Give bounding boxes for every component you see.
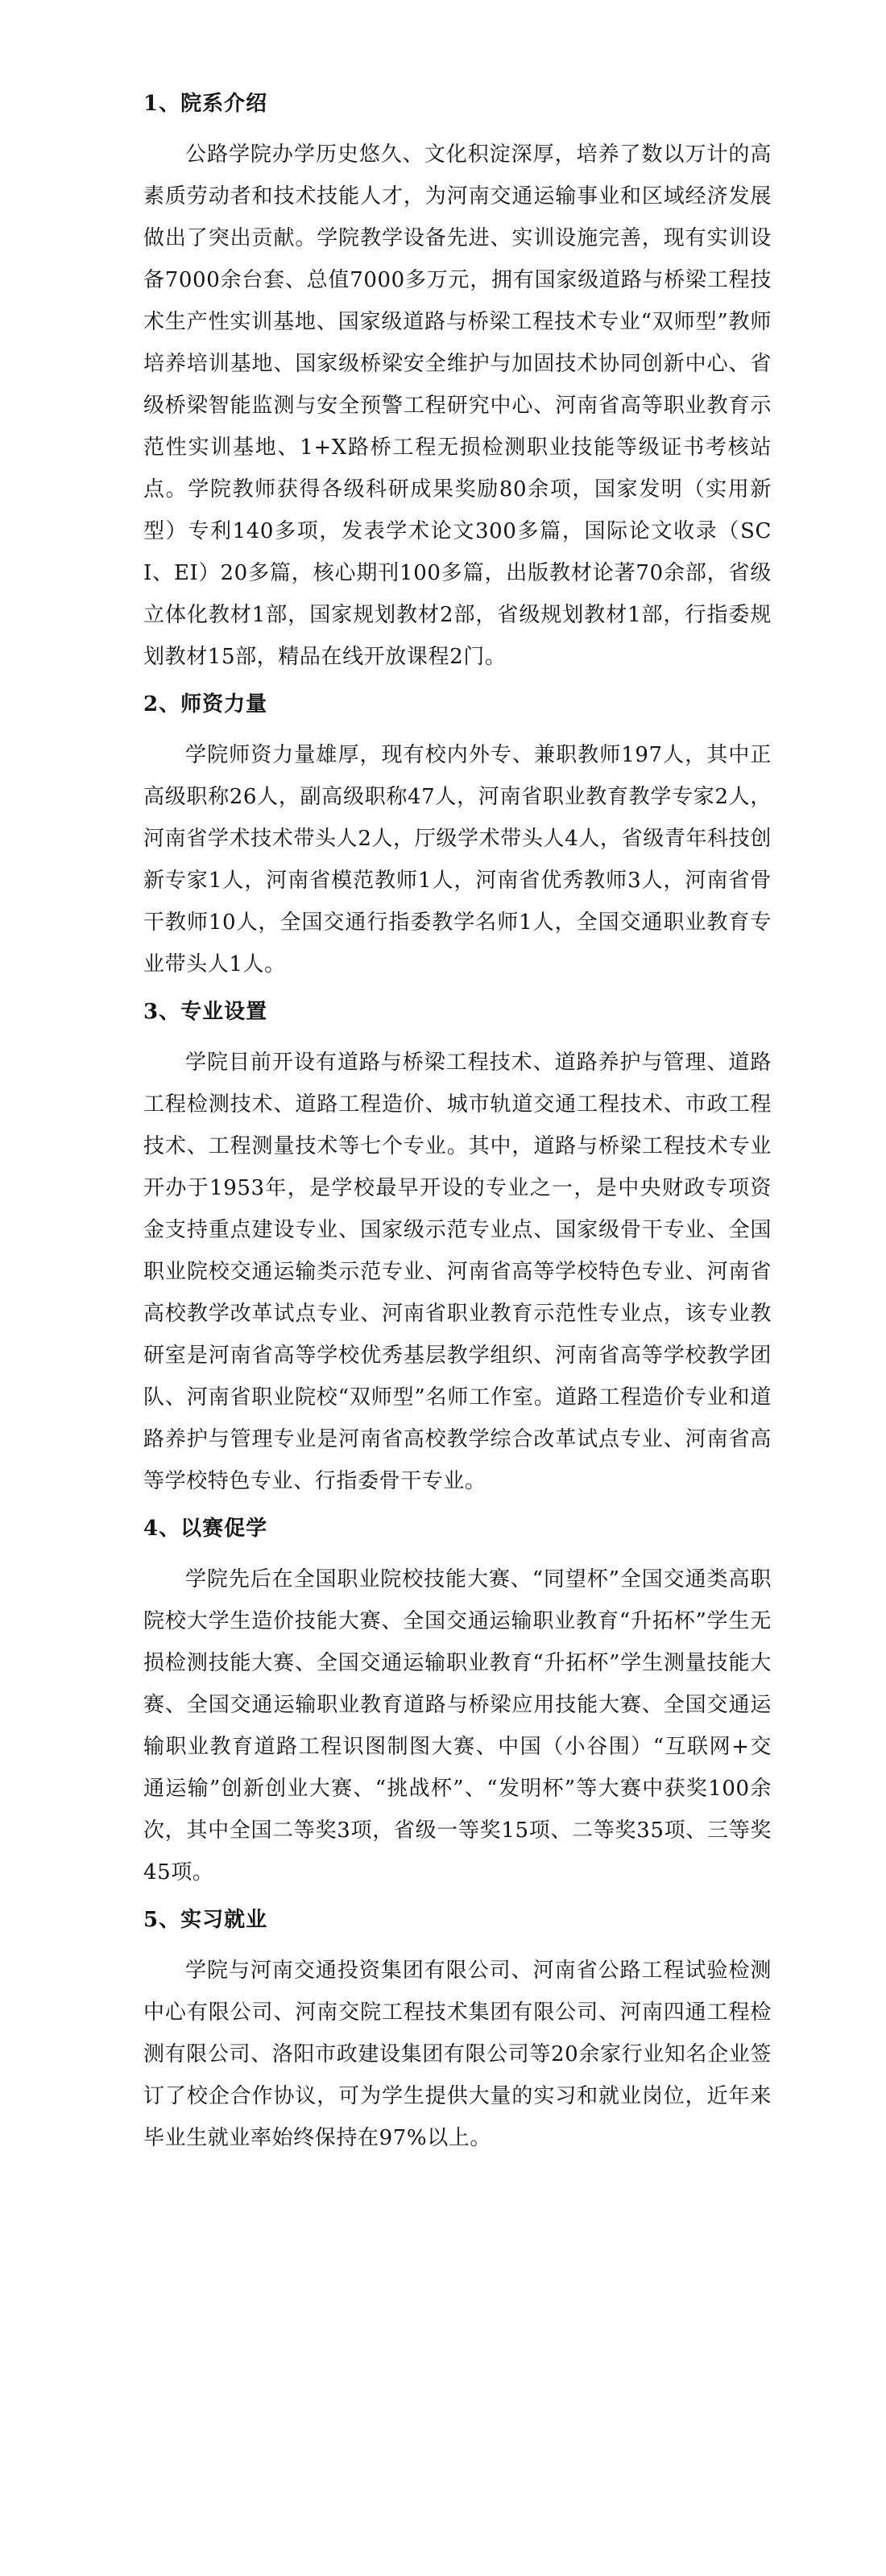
section-heading: 5、实习就业 — [143, 1908, 268, 1932]
section-heading: 4、以赛促学 — [143, 1517, 268, 1541]
section-faculty — [143, 684, 772, 985]
section-heading: 1、院系介绍 — [143, 92, 268, 116]
document-body — [143, 84, 772, 2165]
section-paragraph: 学院先后在全国职业院校技能大赛、“同望杯”全国交通类高职院校大学生造价技能大赛、全国交通运输职业教育“升拓杯”学生无损检测技能大赛、全国交通运输职业教育“升拓杯”学生测量技能大赛、全国交通运输职业教育道路与桥梁应用技能大赛、全国交通运输职业教育道路工程识图制图大赛、中国（小谷围）“互联网+交通运输”创新创业大赛、“挑战杯”、“发明杯”等大赛中获奖100余次，其中全国二等奖3项，省级一等奖15项、二等奖35项、三等奖45项。 — [143, 1567, 772, 1885]
section-majors — [143, 992, 772, 1502]
section-paragraph: 学院与河南交通投资集团有限公司、河南省公路工程试验检测中心有限公司、河南交院工程技术集团有限公司、河南四通工程检测有限公司、洛阳市政建设集团有限公司等20余家行业知名企业签订了校企合作协议，可为学生提供大量的实习和就业岗位，近年来毕业生就业率始终保持在97%以上。 — [143, 1959, 772, 2150]
section-paragraph: 学院目前开设有道路与桥梁工程技术、道路养护与管理、道路工程检测技术、道路工程造价、城市轨道交通工程技术、市政工程技术、工程测量技术等七个专业。其中，道路与桥梁工程技术专业开办于1953年，是学校最早开设的专业之一，是中央财政专项资金支持重点建设专业、国家级示范专业点、国家级骨干专业、全国职业院校交通运输类示范专业、河南省高等学校特色专业、河南省高校教学改革试点专业、河南省职业教育示范性专业点，该专业教研室是河南省高等学校优秀基层教学组织、河南省高等学校教学团队、河南省职业院校“双师型”名师工作室。道路工程造价专业和道路养护与管理专业是河南省高校教学综合改革试点专业、河南省高等学校特色专业、行指委骨干专业。 — [143, 1051, 772, 1493]
section-heading: 2、师资力量 — [143, 692, 268, 716]
section-competitions — [143, 1509, 772, 1893]
section-internship-employment — [143, 1900, 772, 2159]
section-paragraph: 公路学院办学历史悠久、文化积淀深厚，培养了数以万计的高素质劳动者和技术技能人才，为河南交通运输事业和区域经济发展做出了突出贡献。学院教学设备先进、实训设施完善，现有实训设备7000余台套、总值7000多万元，拥有国家级道路与桥梁工程技术生产性实训基地、国家级道路与桥梁工程技术专业“双师型”教师培养培训基地、国家级桥梁安全维护与加固技术协同创新中心、省级桥梁智能监测与安全预警工程研究中心、河南省高等职业教育示范性实训基地、1+X路桥工程无损检测职业技能等级证书考核站点。学院教师获得各级科研成果奖励80余项，国家发明（实用新型）专利140多项，发表学术论文300多篇，国际论文收录（SCI、EI）20多篇，核心期刊100多篇，出版教材论著70余部，省级立体化教材1部，国家规划教材2部，省级规划教材1部，行指委规划教材15部，精品在线开放课程2门。 — [143, 142, 772, 669]
section-paragraph: 学院师资力量雄厚，现有校内外专、兼职教师197人，其中正高级职称26人，副高级职称47人，河南省职业教育教学专家2人，河南省学术技术带头人2人，厅级学术带头人4人，省级青年科技创新专家1人，河南省模范教师1人，河南省优秀教师3人，河南省骨干教师10人，全国交通行指委教学名师1人，全国交通职业教育专业带头人1人。 — [143, 743, 772, 976]
section-department-intro — [143, 84, 772, 678]
section-heading: 3、专业设置 — [143, 1000, 268, 1024]
